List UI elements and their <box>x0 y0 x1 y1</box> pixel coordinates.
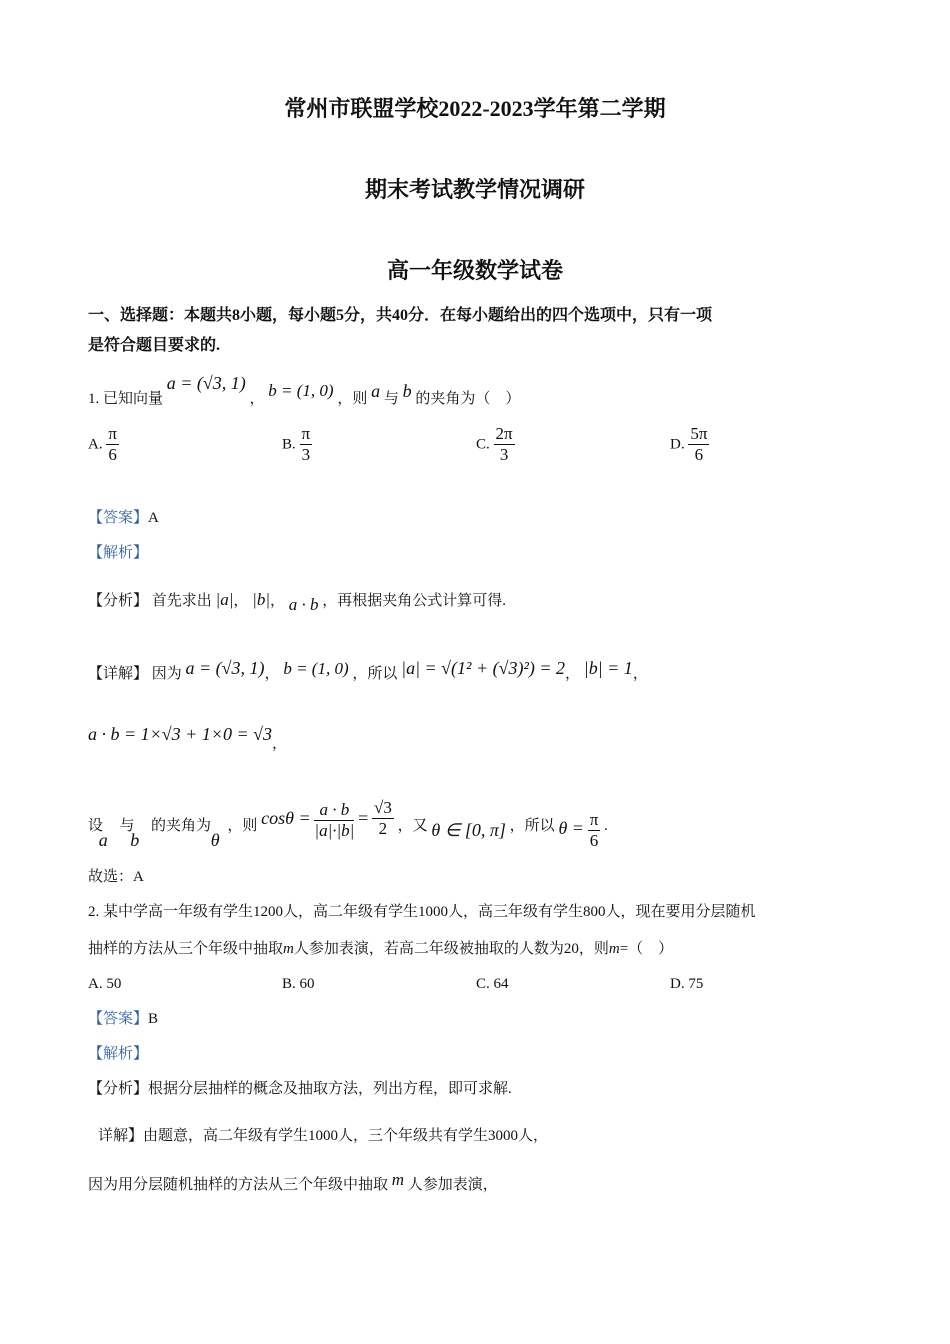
q2-xiangjie: 详解】由题意，高二年级有学生1000人，三个年级共有学生3000人， <box>98 1128 549 1144</box>
q1-answer <box>88 508 159 528</box>
xiangjie-pre: 因为 <box>151 666 182 682</box>
q2-line2-end: =（ ） <box>619 941 674 957</box>
fenxi-text: 根据分层抽样的概念及抽取方法，列出方程，即可求解. <box>148 1081 512 1097</box>
option-denominator: 3 <box>499 445 509 464</box>
q2-m-end: m <box>608 941 620 957</box>
section-heading: 一、选择题：本题共8小题，每小题5分，共40分．在每小题给出的四个选项中，只有一项 <box>88 307 713 324</box>
q1-number: 1. 已知向量 <box>88 391 164 407</box>
q2-option-a: A. 50 <box>88 976 122 992</box>
answer-tag: 【答案】 <box>88 1011 149 1027</box>
fenxi-pre: 首先求出 <box>151 593 212 609</box>
fenxi-abs-a: |a| <box>215 590 234 609</box>
cos-eq: = <box>358 807 369 828</box>
option-denominator: 6 <box>108 445 117 464</box>
answer-value: B <box>148 1011 159 1027</box>
result-period: . <box>604 817 608 834</box>
xj-vector-b: b = (1, 0) <box>283 659 349 678</box>
fenxi-post: ，再根据夹角公式计算可得. <box>322 593 507 609</box>
theta-eq: θ = <box>558 817 584 838</box>
title-paper: 高一年级数学试卷 <box>386 258 563 283</box>
set-then: ，则 <box>227 817 258 834</box>
cos-value-numerator: √3 <box>374 798 392 817</box>
section-heading-cont: 是符合题目要求的. <box>88 337 221 354</box>
theta-range: θ ∈ [0, π] <box>431 819 506 840</box>
option-numerator: π <box>301 424 311 443</box>
q1-analysis-tag: 【解析】 <box>88 545 149 561</box>
xj-so: ，所以 <box>352 666 398 682</box>
q1-a: a <box>371 381 381 401</box>
q1-with: 与 <box>383 391 399 407</box>
q1-comma: ， <box>249 391 265 407</box>
answer-tag: 【答案】 <box>88 510 149 526</box>
q2-fenxi <box>88 1079 512 1099</box>
option-label: B. <box>282 436 296 453</box>
set-b: b <box>130 829 140 850</box>
cos-numerator: a · b <box>314 800 354 821</box>
q2-analysis-tag: 【解析】 <box>88 1046 149 1062</box>
xj-norm-b: |b| = 1 <box>583 658 633 678</box>
last-m: m <box>391 1170 405 1189</box>
q1-vector-a: a = (√3, 1) <box>166 373 246 393</box>
set-theta: θ <box>210 829 220 850</box>
xj-vector-a: a = (√3, 1) <box>185 658 265 678</box>
set-pre: 设 <box>88 817 104 834</box>
set-a: a <box>98 829 108 850</box>
q2-line2-pre: 抽样的方法从三个年级中抽取 <box>88 941 284 957</box>
q2-line2-post: 人参加表演，若高二年级被抽取的人数为20，则 <box>293 941 609 957</box>
set-with: 与 <box>119 817 135 834</box>
option-denominator: 6 <box>694 445 704 464</box>
q1-option-b <box>282 424 312 465</box>
q1-xiangjie: 【详解】 因为 a = (√3, 1)， b = (1, 0) ，所以 |a| = √(1² + (√3)²) = 2， |b| = 1， <box>88 658 648 682</box>
option-denominator: 3 <box>301 445 311 464</box>
set-angle: 的夹角为 <box>151 817 212 834</box>
q1-dot-line: a · b = 1×√3 + 1×0 = √3 <box>88 724 272 744</box>
q2-option-b: B. 60 <box>282 976 315 992</box>
option-label: A. <box>88 436 103 453</box>
q1-option-c <box>476 424 515 465</box>
xj-norm-a: |a| = √(1² + (√3)²) = 2 <box>401 658 565 678</box>
q1-angle-text: 的夹角为（ ） <box>415 391 521 407</box>
last-pre: 因为用分层随机抽样的方法从三个年级中抽取 <box>88 1177 389 1193</box>
q2-option-c: C. 64 <box>476 976 509 992</box>
cos-lhs: cosθ = <box>261 807 311 828</box>
option-label: D. <box>670 436 685 453</box>
set-so: ，所以 <box>509 817 555 834</box>
q1-then: ，则 <box>337 391 368 407</box>
option-numerator: 2π <box>495 424 513 443</box>
last-post: 人参加表演， <box>407 1177 498 1193</box>
fenxi-tag: 【分析】 <box>88 1081 149 1097</box>
xiangjie-tag: 【详解】 <box>88 666 149 682</box>
fenxi-tag: 【分析】 <box>88 593 149 609</box>
q1-guxuan: 故选：A <box>88 869 144 885</box>
cos-denominator: |a|·|b| <box>314 821 355 840</box>
q1-fenxi: 【分析】 首先求出 |a|， |b|， a · b ，再根据夹角公式计算可得. <box>88 590 507 614</box>
title-exam: 期末考试教学情况调研 <box>364 177 585 202</box>
fenxi-dot: a · b <box>288 595 319 614</box>
q2-last-line <box>88 1170 498 1195</box>
q1-vector-b: b = (1, 0) <box>268 381 334 400</box>
option-numerator: π <box>108 424 117 443</box>
q1-stem <box>88 373 521 409</box>
cos-value-denominator: 2 <box>378 819 388 838</box>
q1-set-line <box>88 798 608 850</box>
title-school: 常州市联盟学校2022-2023学年第二学期 <box>284 96 666 121</box>
q2-stem-line2 <box>88 939 673 959</box>
q2-stem-line1: 2. 某中学高一年级有学生1200人，高二年级有学生1000人，高三年级有学生800人，现在要用分层随机 <box>88 904 756 920</box>
fenxi-abs-b: |b| <box>252 590 271 609</box>
q1-option-d <box>670 424 709 465</box>
q2-option-d: D. 75 <box>670 976 704 992</box>
q2-m: m <box>283 941 294 957</box>
result-denominator: 6 <box>589 831 599 850</box>
dot-line-comma: ， <box>272 736 288 752</box>
answer-value: A <box>148 510 159 526</box>
q2-answer <box>88 1009 158 1029</box>
set-again: ，又 <box>397 817 428 834</box>
result-numerator: π <box>589 810 599 829</box>
option-numerator: 5π <box>690 424 708 443</box>
option-label: C. <box>476 436 490 453</box>
q1-b: b <box>402 381 412 401</box>
q1-option-a <box>88 424 119 465</box>
